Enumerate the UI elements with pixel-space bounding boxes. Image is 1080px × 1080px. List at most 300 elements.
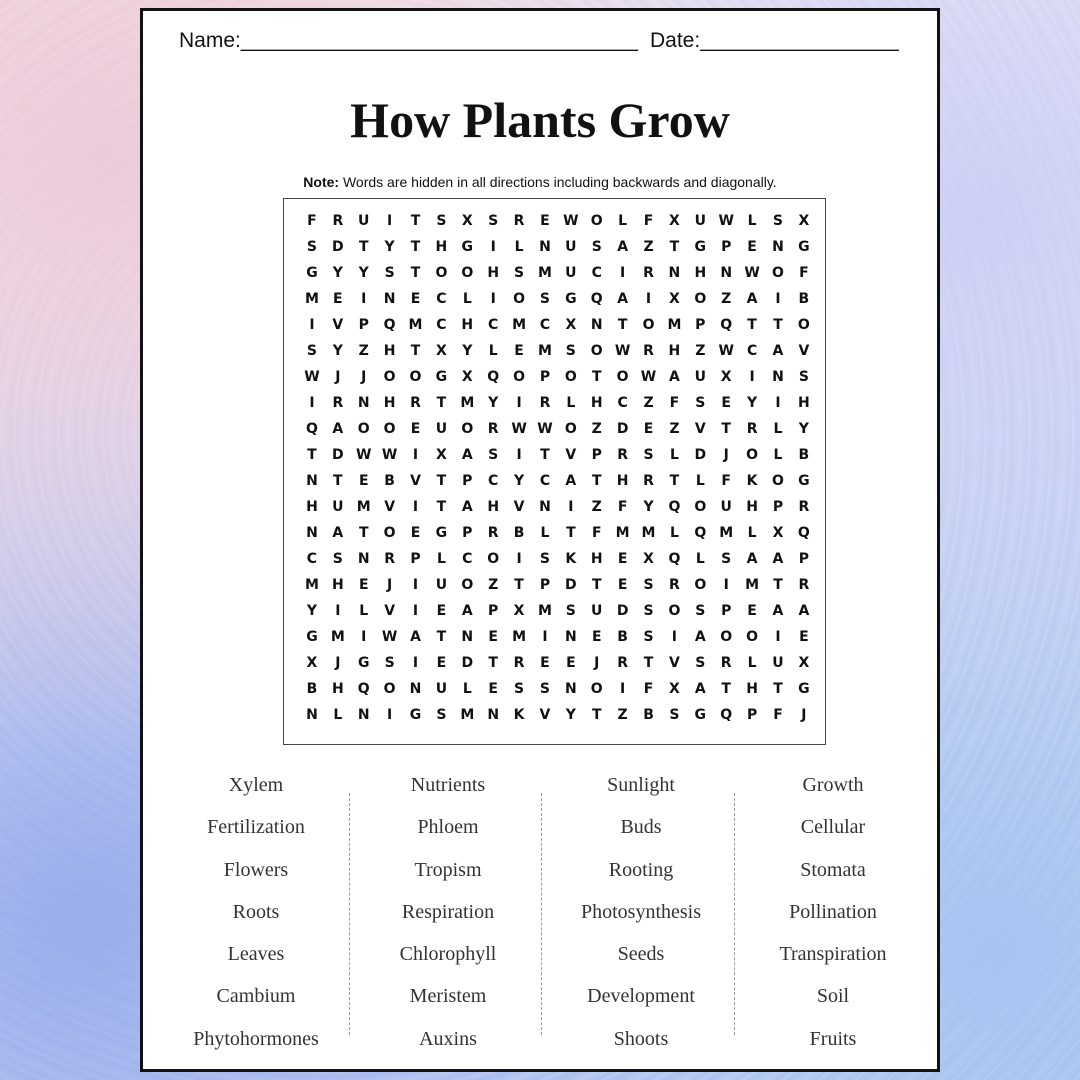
grid-letter: O — [383, 421, 396, 437]
grid-letter: Z — [695, 343, 706, 359]
grid-letter: D — [616, 603, 629, 619]
grid-letter: L — [773, 421, 783, 437]
grid-letter: O — [616, 369, 629, 385]
grid-letter: Y — [488, 395, 499, 411]
grid-letter: H — [798, 395, 810, 411]
grid-letter: T — [514, 577, 524, 593]
grid-letter: W — [563, 213, 579, 229]
grid-letter: A — [410, 629, 421, 645]
grid-letter: F — [643, 681, 654, 697]
grid-letter: O — [435, 265, 448, 281]
grid-letter: H — [590, 395, 603, 411]
grid-letter: A — [461, 499, 473, 515]
grid-letter: A — [746, 551, 758, 567]
grid-letter: I — [645, 291, 652, 307]
worksheet — [140, 8, 940, 1072]
grid-letter: M — [719, 525, 734, 541]
grid-letter: L — [462, 681, 472, 697]
grid-letter: S — [539, 291, 550, 307]
grid-letter: T — [747, 317, 757, 333]
word-bank-item: Sunlight — [607, 774, 675, 796]
grid-letter: T — [410, 265, 421, 281]
grid-letter: I — [516, 395, 522, 411]
grid-letter: Q — [357, 681, 370, 697]
grid-letter: R — [410, 395, 421, 411]
grid-letter: S — [539, 681, 550, 697]
grid-letter: E — [488, 629, 498, 645]
grid-letter: R — [539, 395, 551, 411]
word-bank-item: Flowers — [223, 858, 289, 881]
grid-letter: G — [798, 239, 810, 255]
word-bank-item: Cambium — [216, 985, 296, 1008]
grid-letter: P — [695, 317, 706, 333]
grid-letter: L — [540, 525, 550, 541]
column-divider — [349, 793, 350, 1035]
grid-letter: N — [306, 473, 318, 489]
grid-letter: E — [799, 629, 809, 645]
grid-letter: I — [775, 291, 781, 307]
grid-letter: Z — [488, 577, 499, 593]
grid-letter: W — [511, 421, 527, 437]
grid-letter: U — [435, 577, 448, 593]
grid-letter: I — [309, 317, 315, 333]
grid-letter: B — [798, 291, 810, 307]
grid-letter: R — [332, 213, 344, 229]
grid-letter: X — [436, 343, 447, 359]
grid-letter: W — [381, 447, 398, 463]
grid-letter: P — [721, 603, 732, 619]
grid-letter: O — [694, 577, 707, 593]
grid-letter: M — [537, 265, 552, 281]
grid-letter: O — [383, 369, 396, 385]
grid-letter: A — [617, 239, 629, 255]
grid-letter: V — [513, 499, 525, 515]
grid-letter: C — [617, 395, 628, 411]
grid-letter: S — [306, 343, 317, 359]
grid-letter: G — [357, 655, 370, 671]
grid-letter: L — [695, 473, 705, 489]
grid-letter: S — [643, 603, 654, 619]
grid-letter: P — [539, 577, 551, 593]
grid-letter: Z — [591, 421, 602, 437]
word-bank-item: Development — [587, 985, 695, 1008]
grid-letter: C — [539, 473, 551, 489]
word-bank-item: Tropism — [414, 858, 482, 881]
grid-letter: V — [798, 343, 810, 359]
grid-letter: X — [461, 213, 473, 229]
grid-letter: B — [513, 525, 525, 541]
grid-letter: B — [306, 681, 318, 697]
grid-letter: N — [590, 317, 603, 333]
grid-letter: D — [461, 655, 474, 671]
grid-letter: T — [410, 343, 421, 359]
grid-letter: G — [565, 291, 577, 307]
grid-letter: F — [617, 499, 628, 515]
grid-letter: W — [614, 343, 631, 359]
grid-letter: C — [539, 317, 551, 333]
grid-letter: N — [357, 707, 370, 723]
grid-letter: H — [616, 473, 629, 489]
grid-letter: C — [436, 317, 447, 333]
grid-letter: M — [460, 395, 475, 411]
grid-letter: I — [723, 577, 729, 593]
word-bank-item: Chlorophyll — [399, 943, 497, 966]
grid-letter: P — [591, 447, 602, 463]
grid-letter: Q — [487, 369, 500, 385]
grid-letter: G — [461, 239, 474, 255]
word-bank-item: Cellular — [800, 816, 866, 839]
grid-letter: L — [488, 343, 498, 359]
grid-letter: R — [617, 655, 629, 671]
grid-letter: T — [540, 447, 550, 463]
grid-letter: I — [387, 707, 393, 723]
grid-letter: Q — [720, 317, 733, 333]
grid-letter: O — [797, 317, 810, 333]
grid-letter: P — [462, 525, 473, 541]
grid-letter: C — [436, 291, 447, 307]
grid-letter: P — [462, 473, 473, 489]
grid-letter: J — [335, 369, 341, 385]
grid-letter: F — [307, 213, 317, 229]
grid-letter: F — [591, 525, 602, 541]
grid-letter: I — [361, 291, 367, 307]
grid-letter: A — [461, 603, 473, 619]
grid-letter: E — [436, 603, 447, 619]
grid-letter: L — [359, 603, 369, 619]
grid-letter: Q — [797, 525, 810, 541]
grid-letter: H — [306, 499, 318, 515]
grid-letter: Q — [383, 317, 396, 333]
grid-letter: M — [330, 629, 345, 645]
grid-letter: T — [591, 473, 602, 489]
grid-letter: S — [669, 707, 680, 723]
grid-letter: G — [798, 473, 810, 489]
grid-letter: H — [383, 395, 396, 411]
grid-letter: T — [669, 239, 680, 255]
grid-letter: H — [590, 551, 603, 567]
grid-letter: E — [358, 473, 369, 489]
grid-letter: E — [488, 681, 498, 697]
grid-letter: R — [643, 473, 654, 489]
grid-letter: Z — [643, 395, 654, 411]
grid-letter: K — [746, 473, 758, 489]
grid-letter: U — [720, 499, 732, 515]
grid-letter: I — [361, 629, 367, 645]
page-title: How Plants Grow — [350, 92, 730, 148]
grid-letter: O — [746, 629, 759, 645]
grid-letter: G — [694, 707, 707, 723]
grid-letter: S — [539, 551, 550, 567]
grid-letter: W — [381, 629, 398, 645]
grid-letter: V — [668, 655, 680, 671]
grid-letter: Z — [358, 343, 369, 359]
grid-letter: O — [642, 317, 655, 333]
grid-letter: I — [516, 551, 522, 567]
grid-letter: J — [361, 369, 367, 385]
grid-letter: A — [617, 291, 629, 307]
grid-letter: U — [565, 239, 577, 255]
grid-letter: F — [643, 213, 654, 229]
grid-letter: D — [332, 447, 344, 463]
grid-letter: R — [798, 499, 810, 515]
grid-letter: I — [671, 629, 678, 645]
grid-letter: H — [383, 343, 396, 359]
grid-letter: S — [695, 603, 706, 619]
grid-letter: Q — [590, 291, 603, 307]
grid-letter: E — [333, 291, 343, 307]
grid-letter: T — [591, 577, 602, 593]
grid-letter: O — [564, 421, 577, 437]
word-column-1 — [161, 769, 351, 1065]
grid-letter: S — [514, 681, 525, 697]
note-label: Note: — [303, 174, 340, 190]
grid-letter: S — [695, 395, 706, 411]
word-column-4 — [738, 769, 928, 1065]
grid-letter: I — [775, 395, 781, 411]
grid-letter: M — [304, 577, 319, 593]
grid-letter: L — [695, 551, 705, 567]
grid-letter: Y — [306, 603, 318, 619]
grid-letter: Q — [694, 525, 707, 541]
grid-letter: I — [412, 577, 419, 593]
grid-letter: C — [306, 551, 318, 567]
grid-letter: S — [772, 213, 784, 229]
grid-letter: T — [591, 369, 602, 385]
grid-letter: K — [513, 707, 525, 723]
word-bank-item: Auxins — [419, 1027, 477, 1050]
grid-letter: Y — [798, 421, 809, 437]
grid-letter: L — [747, 655, 757, 671]
grid-letter: C — [488, 317, 499, 333]
grid-letter: Y — [747, 395, 758, 411]
grid-letter: L — [669, 525, 679, 541]
grid-letter: Y — [332, 343, 343, 359]
grid-letter: G — [306, 265, 318, 281]
grid-letter: O — [383, 681, 396, 697]
grid-letter: A — [694, 681, 706, 697]
grid-letter: G — [306, 629, 318, 645]
grid-letter: F — [799, 265, 809, 281]
grid-letter: E — [540, 213, 550, 229]
grid-letter: E — [747, 239, 757, 255]
grid-letter: X — [306, 655, 318, 671]
grid-letter: L — [669, 447, 679, 463]
grid-letter: R — [513, 213, 525, 229]
grid-letter: H — [487, 499, 500, 515]
grid-letter: E — [358, 577, 369, 593]
grid-letter: E — [643, 421, 654, 437]
grid-letter: Y — [332, 265, 343, 281]
grid-letter: X — [798, 213, 810, 229]
word-bank-item: Soil — [816, 985, 850, 1008]
grid-letter: I — [490, 291, 496, 307]
grid-letter: I — [309, 395, 315, 411]
grid-letter: W — [304, 369, 320, 385]
grid-letter: O — [487, 551, 500, 567]
grid-letter: A — [461, 447, 473, 463]
grid-letter: W — [356, 447, 372, 463]
grid-letter: O — [383, 525, 396, 541]
grid-letter: O — [461, 265, 474, 281]
grid-letter: T — [436, 499, 447, 515]
grid-letter: N — [539, 499, 551, 515]
word-bank-item: Buds — [620, 816, 662, 839]
grid-letter: O — [513, 291, 526, 307]
grid-letter: H — [331, 681, 344, 697]
grid-letter: T — [358, 525, 369, 541]
grid-letter: B — [384, 473, 395, 489]
grid-letter: L — [566, 395, 576, 411]
word-bank — [161, 769, 931, 1059]
grid-letter: T — [333, 473, 343, 489]
grid-letter: R — [643, 343, 654, 359]
grid-letter: X — [565, 317, 577, 333]
grid-letter: O — [772, 473, 784, 489]
grid-letter: T — [773, 317, 783, 333]
grid-letter: M — [641, 525, 656, 541]
grid-letter: R — [487, 525, 499, 541]
grid-letter: Y — [462, 343, 473, 359]
word-bank-item: Rooting — [608, 858, 674, 881]
grid-letter: O — [694, 499, 707, 515]
grid-letter: E — [617, 577, 628, 593]
word-column-2 — [353, 769, 543, 1065]
grid-letter: N — [357, 551, 370, 567]
grid-letter: S — [798, 369, 809, 385]
grid-letter: K — [565, 551, 577, 567]
grid-letter: T — [617, 317, 628, 333]
grid-letter: U — [358, 213, 370, 229]
grid-letter: S — [721, 551, 732, 567]
grid-letter: O — [564, 369, 577, 385]
grid-letter: S — [488, 213, 499, 229]
grid-letter: S — [565, 343, 576, 359]
grid-letter: R — [617, 447, 629, 463]
grid-letter: S — [332, 551, 343, 567]
grid-letter: R — [720, 655, 732, 671]
instructions-note — [143, 174, 937, 190]
grid-letter: I — [335, 603, 341, 619]
grid-letter: X — [798, 655, 810, 671]
grid-letter: V — [332, 317, 344, 333]
grid-letter: A — [772, 603, 784, 619]
grid-letter: I — [412, 447, 419, 463]
grid-letter: R — [643, 265, 654, 281]
word-bank-item: Phytohormones — [193, 1027, 319, 1050]
word-bank-item: Stomata — [800, 858, 866, 881]
grid-letter: I — [490, 239, 496, 255]
grid-letter: V — [539, 707, 551, 723]
grid-letter: L — [436, 551, 446, 567]
grid-letter: D — [565, 577, 577, 593]
grid-letter: A — [565, 473, 577, 489]
grid-letter: V — [694, 421, 706, 437]
grid-letter: Z — [669, 421, 680, 437]
grid-letter: O — [409, 369, 422, 385]
grid-letter: Y — [384, 239, 395, 255]
grid-letter: N — [487, 707, 500, 723]
grid-letter: E — [617, 551, 628, 567]
grid-letter: N — [383, 291, 396, 307]
grid-letter: N — [772, 369, 784, 385]
grid-letter: X — [669, 213, 680, 229]
grid-letter: U — [435, 421, 448, 437]
grid-letter: S — [436, 707, 447, 723]
grid-letter: P — [539, 369, 551, 385]
grid-letter: J — [335, 655, 341, 671]
grid-letter: E — [540, 655, 550, 671]
grid-letter: D — [616, 421, 629, 437]
grid-letter: T — [358, 239, 369, 255]
grid-letter: O — [746, 447, 759, 463]
grid-letter: L — [618, 213, 628, 229]
grid-letter: X — [772, 525, 784, 541]
grid-letter: O — [694, 291, 707, 307]
grid-letter: X — [669, 681, 680, 697]
grid-letter: N — [668, 265, 681, 281]
grid-letter: A — [668, 369, 680, 385]
grid-letter: A — [332, 525, 344, 541]
word-bank-item: Meristem — [409, 985, 487, 1008]
grid-letter: H — [746, 499, 758, 515]
grid-letter: E — [747, 603, 757, 619]
grid-letter: R — [669, 577, 680, 593]
grid-letter: O — [513, 369, 526, 385]
letter-grid — [299, 213, 817, 733]
grid-letter: T — [669, 473, 680, 489]
grid-letter: R — [746, 421, 758, 437]
grid-letter: S — [565, 603, 576, 619]
grid-letter: P — [410, 551, 421, 567]
grid-letter: O — [772, 265, 784, 281]
grid-letter: O — [461, 421, 474, 437]
grid-letter: E — [514, 343, 524, 359]
grid-letter: E — [410, 525, 421, 541]
grid-letter: M — [537, 603, 552, 619]
grid-letter: H — [694, 265, 707, 281]
grid-letter: Y — [514, 473, 525, 489]
grid-letter: N — [409, 681, 422, 697]
grid-letter: S — [643, 447, 654, 463]
grid-letter: L — [462, 291, 472, 307]
grid-letter: P — [721, 239, 732, 255]
word-bank-item: Growth — [802, 774, 864, 796]
grid-letter: P — [746, 707, 758, 723]
grid-letter: I — [412, 655, 419, 671]
word-bank-item: Respiration — [401, 900, 495, 923]
grid-letter: Y — [565, 707, 576, 723]
word-column-3 — [546, 769, 736, 1065]
grid-letter: N — [564, 629, 577, 645]
grid-letter: T — [566, 525, 576, 541]
name-field-line: Name:__________________________________ — [179, 29, 638, 52]
grid-letter: T — [721, 421, 731, 437]
grid-letter: H — [487, 265, 500, 281]
grid-letter: I — [775, 629, 781, 645]
grid-letter: I — [749, 369, 755, 385]
grid-letter: V — [565, 447, 577, 463]
grid-letter: M — [667, 317, 682, 333]
grid-letter: X — [643, 551, 654, 567]
date-field-line: Date:_________________ — [650, 29, 899, 52]
grid-letter: Z — [643, 239, 654, 255]
grid-letter: U — [694, 369, 706, 385]
column-divider — [734, 793, 735, 1035]
grid-letter: S — [488, 447, 499, 463]
grid-letter: O — [590, 213, 603, 229]
grid-letter: S — [643, 577, 654, 593]
grid-letter: O — [590, 343, 603, 359]
